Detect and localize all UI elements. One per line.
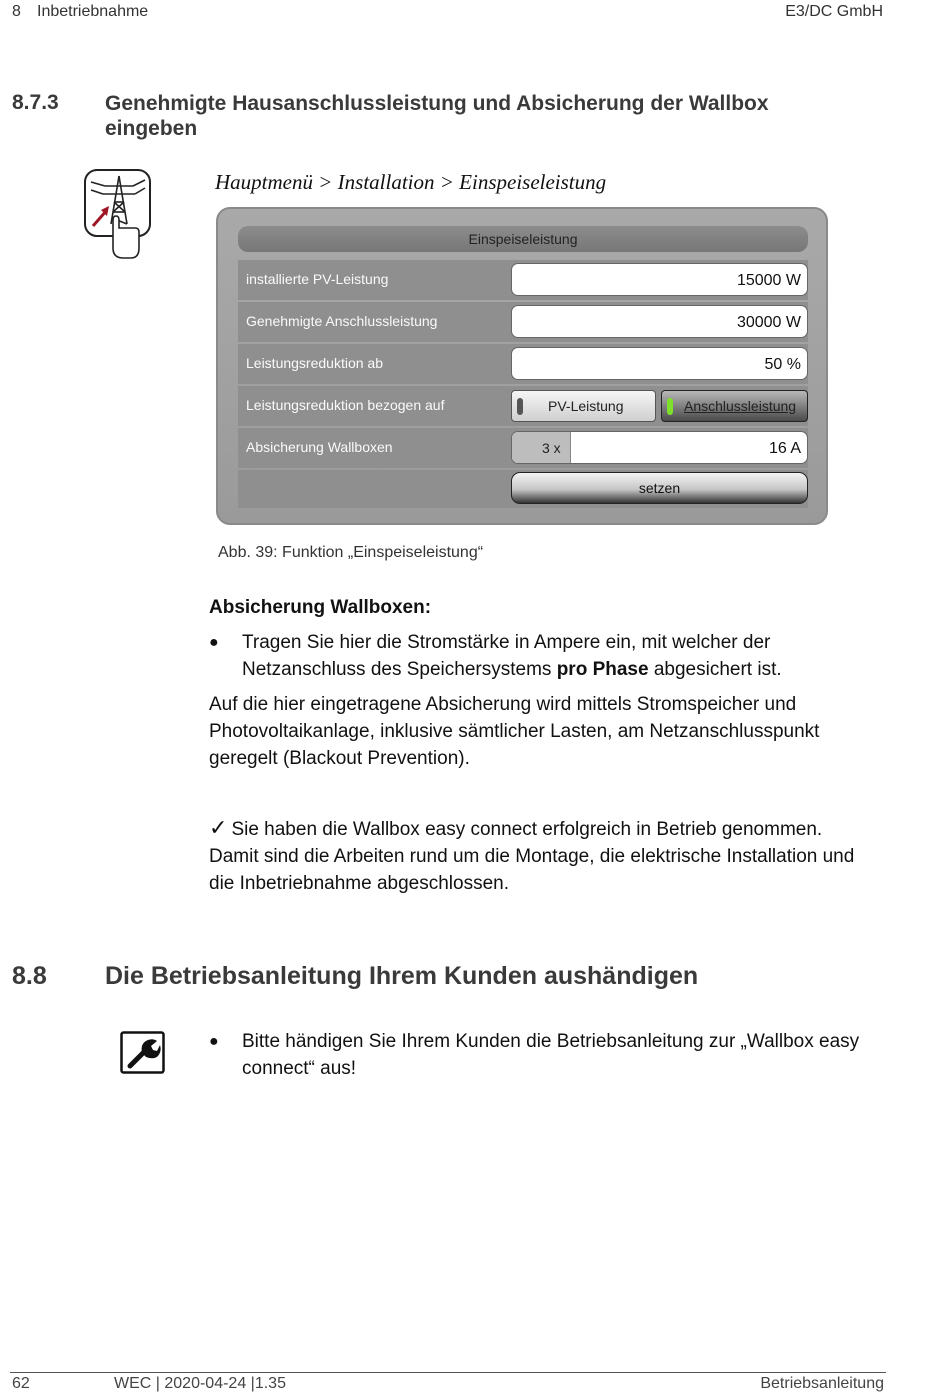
- wallbox-bullet-text: [242, 629, 852, 683]
- handover-bullet-text: Bitte händigen Sie Ihrem Kunden die Betriebsanleitung zur „Wallbox easy connect“ aus!: [242, 1031, 860, 1079]
- bullet-text-bold: pro Phase: [556, 659, 649, 680]
- installed-pv-value: 15000 W: [736, 272, 801, 289]
- section-title: Genehmigte Hausanschlussleistung und Absicherung der Wallbox eingeben: [105, 92, 769, 140]
- power-reduction-input[interactable]: [511, 347, 808, 380]
- footer-page-number: 62: [12, 1375, 30, 1392]
- header-chapter-number: 8: [12, 3, 21, 20]
- toggle-pv-leistung[interactable]: [511, 390, 656, 422]
- check-icon: ✓: [209, 815, 228, 840]
- bullet-text-part: abgesichert ist.: [648, 659, 782, 680]
- toggle-label: PV-Leistung: [548, 398, 624, 414]
- bullet-dot: ●: [209, 1033, 219, 1050]
- header-chapter-title: Inbetriebnahme: [37, 3, 149, 20]
- footer-document-type: Betriebsanleitung: [760, 1375, 884, 1392]
- wallbox-heading: Absicherung Wallboxen:: [209, 597, 432, 618]
- success-paragraph: [209, 814, 869, 897]
- wrench-icon: [120, 1031, 166, 1075]
- inactive-led-icon: [517, 398, 523, 415]
- power-pylon-touch-icon: [83, 168, 155, 263]
- bullet-text-part: Tragen Sie hier die Stromstärke in Ampere ein, mit welcher der Netzanschluss des Speichersystems: [242, 632, 771, 680]
- set-button[interactable]: setzen: [511, 472, 808, 504]
- screen-title: Einspeiseleistung: [238, 226, 808, 252]
- wallbox-fuse-input[interactable]: [511, 431, 808, 464]
- toggle-anschlussleistung[interactable]: [661, 390, 808, 422]
- wallbox-fuse-value: 16 A: [768, 440, 801, 457]
- bullet-dot: ●: [209, 634, 219, 651]
- footer-divider: [10, 1372, 886, 1373]
- header-company: E3/DC GmbH: [785, 3, 883, 20]
- blackout-paragraph: Auf die hier eingetragene Absicherung wird mittels Stromspeicher und Photovoltaikanlage, inklusive sämtlicher Lasten, am Netzanschlusspunkt geregelt (Blackout Prevention).: [209, 694, 820, 769]
- phase-multiplier-box: [512, 432, 571, 463]
- section-number: 8.8: [12, 962, 47, 990]
- row-label: Leistungsreduktion bezogen auf: [246, 397, 445, 413]
- toggle-label: Anschlussleistung: [684, 398, 797, 414]
- active-led-icon: [667, 398, 673, 415]
- row-reduction-reference: [238, 386, 808, 426]
- section-title: Die Betriebsanleitung Ihrem Kunden aushändigen: [105, 962, 699, 990]
- row-approved-connection: [238, 302, 808, 342]
- phase-multiplier: 3 x: [542, 440, 561, 456]
- approved-connection-input[interactable]: [511, 305, 808, 338]
- power-reduction-value: 50 %: [764, 356, 801, 373]
- footer-document-id: WEC | 2020-04-24 |1.35: [114, 1375, 286, 1392]
- row-installed-pv: [238, 260, 808, 300]
- row-label: Genehmigte Anschlussleistung: [246, 313, 438, 329]
- einspeiseleistung-screen: [216, 207, 828, 525]
- installed-pv-input[interactable]: [511, 263, 808, 296]
- row-label: installierte PV-Leistung: [246, 271, 389, 287]
- menu-path: Hauptmenü > Installation > Einspeiseleistung: [215, 170, 607, 194]
- row-power-reduction: [238, 344, 808, 384]
- section-number: 8.7.3: [12, 91, 59, 114]
- row-wallbox-fuse: [238, 428, 808, 468]
- success-text: Sie haben die Wallbox easy connect erfolgreich in Betrieb genommen. Damit sind die Arbeiten rund um die Montage, die elektrische Installation und die Inbetriebnahme abgeschlossen.: [209, 819, 855, 894]
- row-label: Absicherung Wallboxen: [246, 439, 393, 455]
- approved-connection-value: 30000 W: [736, 314, 801, 331]
- figure-caption: Abb. 39: Funktion „Einspeiseleistung“: [218, 544, 484, 561]
- row-label: Leistungsreduktion ab: [246, 355, 383, 371]
